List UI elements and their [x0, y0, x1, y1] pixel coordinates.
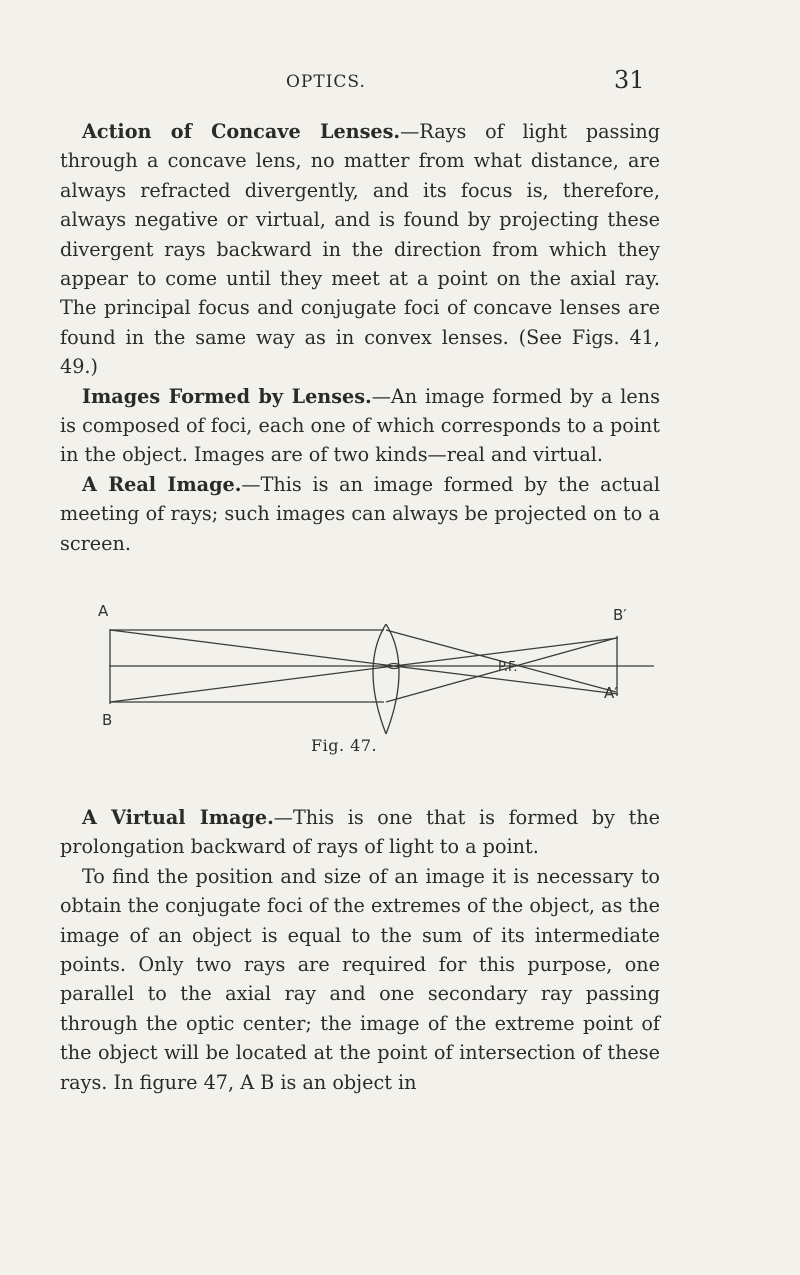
label-b-prime: B′	[613, 606, 627, 624]
paragraph-text: —This is an image formed by the actual meeting of rays; such images can always be projected on to a screen.	[60, 472, 660, 555]
run-in-heading: A Real Image.	[82, 472, 242, 496]
run-in-heading: A Virtual Image.	[82, 806, 274, 829]
paragraph-text: —Rays of light passing through a concave lens, no matter from what distance, are always refracted divergently, and its focus is, therefore, always negative or virtual, and is found by projecting these divergent rays backward in the direction from which they appear to come until they meet at a point on the axial ray. The principal focus and conjugate foci of concave lenses are found in the same way as in convex lenses. (See Figs. 41, 49.)	[60, 120, 661, 379]
page-header	[0, 66, 800, 100]
paragraph-text: —An image formed by a lens is composed of foci, each one of which corresponds to a point in the object. Images are of two kinds—real and virtual.	[60, 384, 660, 467]
caption-text: Fig. 47.	[311, 736, 378, 755]
paragraph-text: —This is one that is formed by the prolongation backward of rays of light to a point.	[60, 806, 660, 859]
label-a: A	[98, 602, 109, 620]
secondary-ray-a	[110, 630, 394, 666]
run-in-heading: Images Formed by Lenses.	[82, 384, 372, 408]
text-block-bottom	[60, 803, 660, 1097]
paragraph-real-image	[60, 470, 660, 558]
text-block-top	[60, 117, 660, 558]
lens-left-surface	[373, 624, 386, 734]
label-b: B	[102, 711, 113, 729]
secondary-ray-b	[110, 666, 394, 702]
paragraph-image-position	[60, 862, 660, 1097]
paragraph-virtual-image	[60, 803, 660, 862]
lens-ray-diagram	[94, 624, 654, 734]
run-in-heading: Action of Concave Lenses.	[82, 120, 401, 143]
paragraph-concave-lenses	[60, 117, 660, 382]
label-a-prime: A′	[604, 684, 618, 702]
page-number: 31	[614, 66, 645, 94]
paragraph-images-formed	[60, 382, 660, 470]
running-title: OPTICS.	[286, 72, 366, 92]
label-principal-focus: P.F.	[498, 660, 518, 675]
paragraph-text: To find the position and size of an image it is necessary to obtain the conjugate foci of the extremes of the object, as the image of an object is equal to the sum of its intermediate points. Only two rays are required for this purpose, one parallel to the axial ray and one secondary ray passing through the optic center; the image of the extreme point of the object will be located at the point of intersection of these rays. In figure 47, A B is an object in	[60, 864, 660, 1094]
lens-right-surface	[386, 624, 399, 734]
